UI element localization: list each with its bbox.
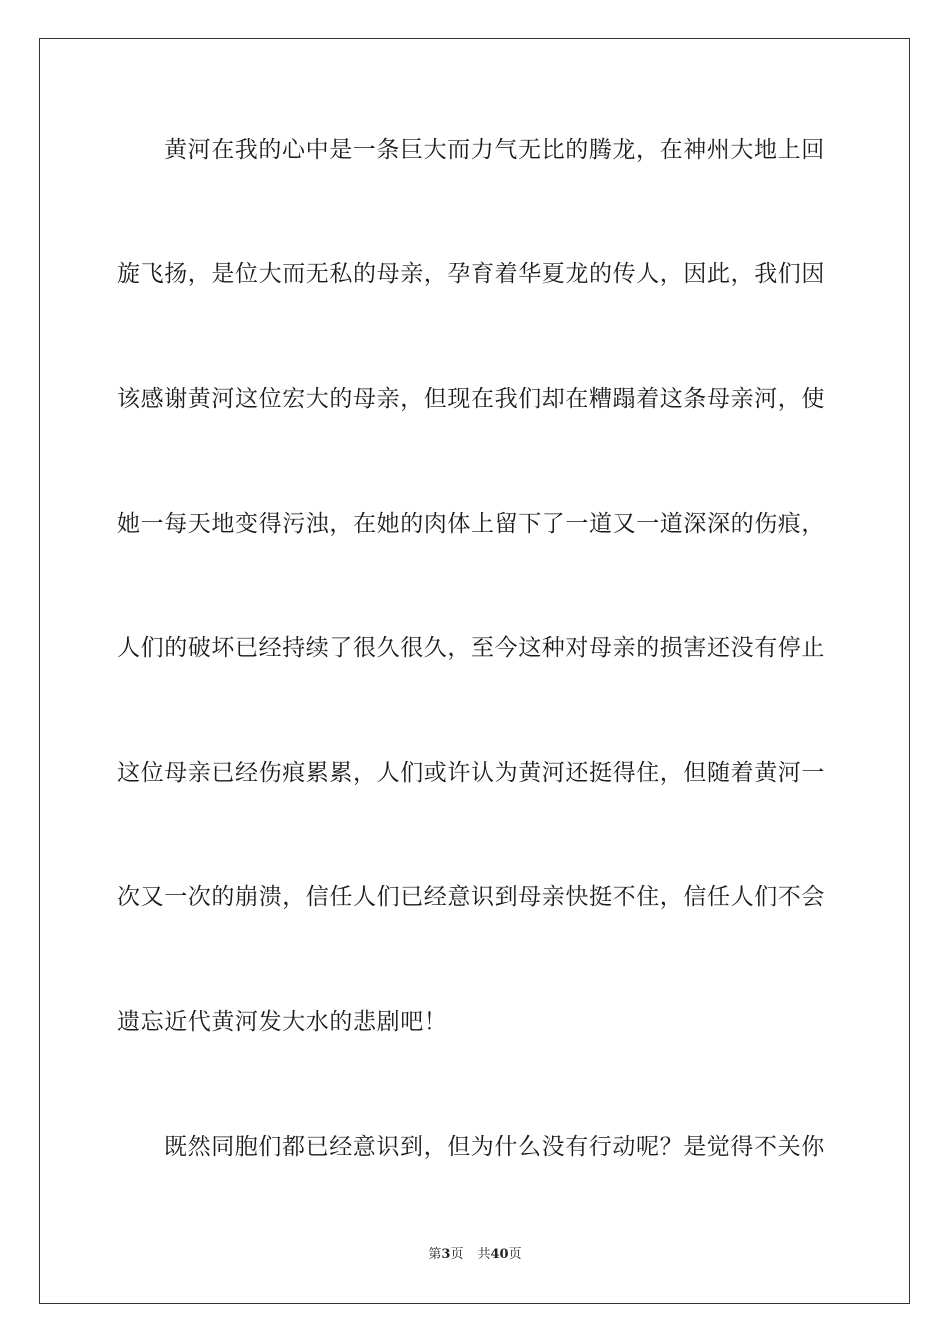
paragraph-line: 遗忘近代黄河发大水的悲剧吧！ — [117, 1009, 448, 1035]
paragraph-line: 她一每天地变得污浊，在她的肉体上留下了一道又一道深深的伤痕， — [117, 511, 825, 537]
paragraph-line: 人们的破坏已经持续了很久很久，至今这种对母亲的损害还没有停止 — [117, 635, 825, 661]
paragraph-line: 旋飞扬，是位大而无私的母亲，孕育着华夏龙的传人，因此，我们因 — [117, 261, 825, 287]
paragraph-line: 这位母亲已经伤痕累累，人们或许认为黄河还挺得住，但随着黄河一 — [117, 760, 825, 786]
total-suffix: 页 — [508, 1247, 522, 1262]
total-pages: 40 — [490, 1247, 509, 1262]
paragraph-line: 既然同胞们都已经意识到，但为什么没有行动呢？是觉得不关你 — [164, 1134, 825, 1160]
page-prefix: 第 — [428, 1247, 442, 1262]
page-footer — [0, 1246, 950, 1264]
page-border — [39, 38, 910, 1304]
paragraph-line: 该感谢黄河这位宏大的母亲，但现在我们却在糟蹋着这条母亲河，使 — [117, 386, 825, 412]
paragraph-line: 次又一次的崩溃，信任人们已经意识到母亲快挺不住，信任人们不会 — [117, 884, 825, 910]
paragraph-line: 黄河在我的心中是一条巨大而力气无比的腾龙，在神州大地上回 — [164, 137, 825, 163]
page-suffix: 页 — [450, 1247, 464, 1262]
page-number: 3 — [441, 1247, 451, 1262]
total-prefix: 共 — [477, 1247, 491, 1262]
